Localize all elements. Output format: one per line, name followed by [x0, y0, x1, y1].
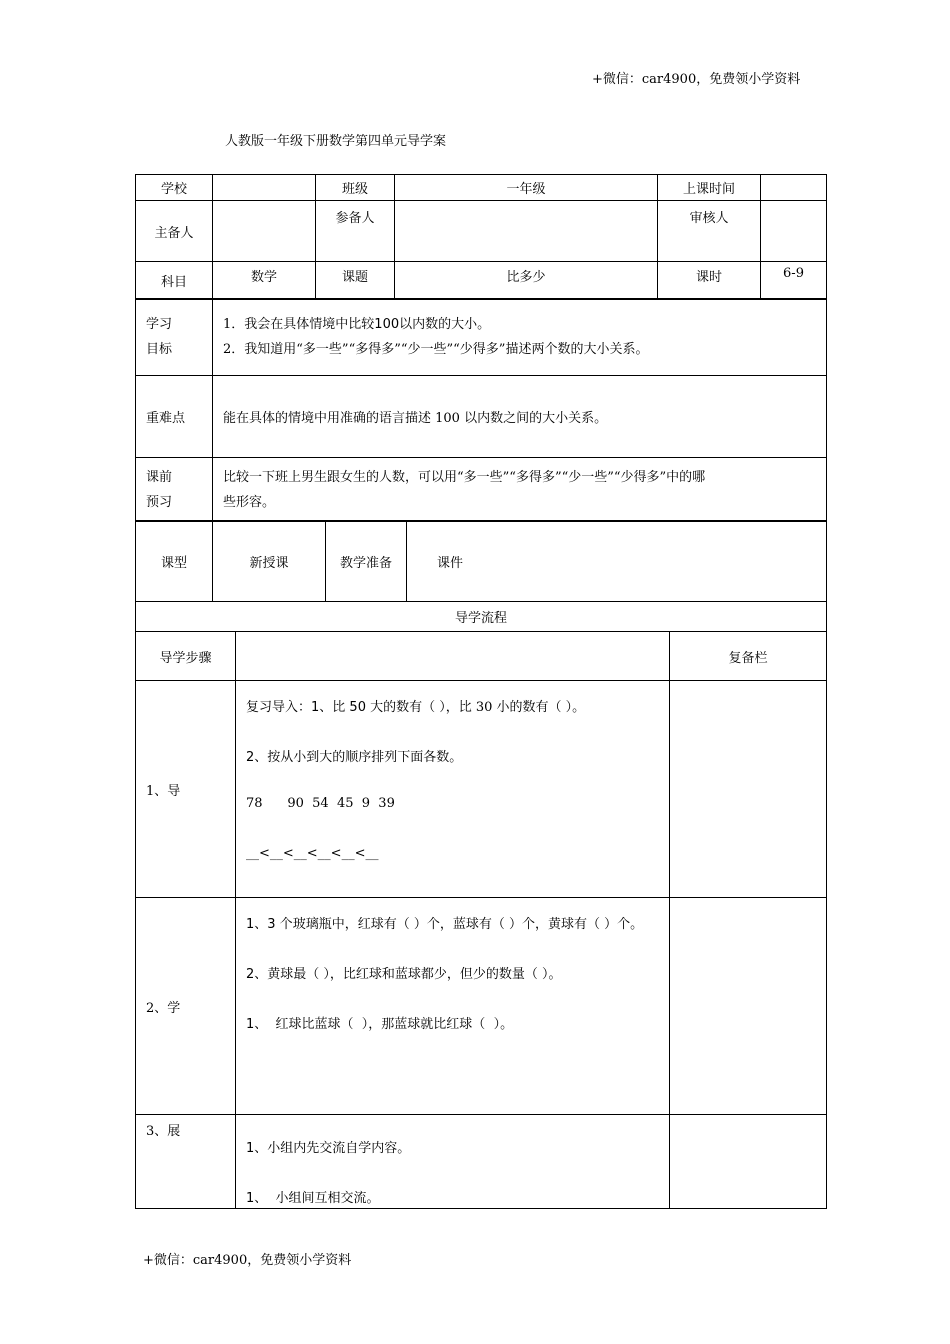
step-1-line-1-a: 复习导入： [246, 700, 312, 715]
class-label: 班级 [316, 175, 395, 201]
flow-title: 导学流程 [136, 602, 827, 632]
lead-preparer-value [213, 201, 316, 262]
step-2-line-3 [246, 1013, 669, 1032]
step-2-line-3-a: 1、 [246, 1017, 268, 1032]
school-value [213, 175, 316, 201]
teaching-prep-label: 教学准备 [326, 521, 407, 602]
step-3-notes [670, 1115, 827, 1209]
step-1-line-1 [246, 696, 669, 746]
step-3-line-1-b: 小组内先交流自学内容。 [267, 1141, 411, 1156]
difficulty-text: 能在具体的情境中用准确的语言描述 100 以内数之间的大小关系。 [213, 376, 827, 458]
subject-label: 科目 [136, 262, 213, 300]
step-2-label: 2、学 [136, 898, 236, 1115]
period-label: 课时 [658, 262, 761, 300]
step-1-line-2 [246, 746, 669, 796]
step-3-label: 3、展 [136, 1115, 236, 1209]
step-2-content [236, 898, 670, 1115]
step-1-line-1-c: 的数有（ ），比 30 小的数有（ ）。 [383, 700, 586, 715]
reviewer-label: 审核人 [658, 201, 761, 262]
step-2-line-3-b: 红球比蓝球（ ），那蓝球就比红球（ ）。 [267, 1017, 514, 1032]
class-time-value [761, 175, 827, 201]
step-1-content [236, 681, 670, 898]
learning-goals-label-line2: 目标 [146, 342, 173, 357]
step-2-notes [670, 898, 827, 1115]
header-note: +微信：car4900，免费领小学资料 [592, 72, 801, 87]
class-value: 一年级 [395, 175, 658, 201]
lesson-info-table [135, 174, 827, 300]
lesson-type-label: 课型 [136, 521, 213, 602]
step-2-line-2-a: 2、 [246, 967, 268, 982]
goal-item-1 [223, 312, 826, 337]
step-2-line-1-b: 玻璃瓶中，红球有（ ）个，蓝球有（ ）个，黄球有（ ）个。 [292, 917, 644, 932]
learning-goals-label-line1: 学习 [146, 317, 173, 332]
goal-item-1-text-a: 我会在具体情境中比较 [244, 317, 375, 332]
step-2-line-1-a: 1、3 个 [246, 917, 293, 932]
lesson-type-table [135, 520, 827, 602]
step-3-line-1-a: 1、 [246, 1141, 268, 1156]
goal-item-2-text: 我知道用“多一些”“多得多”“少一些”“少得多”描述两个数的大小关系。 [244, 342, 649, 357]
lead-preparer-label: 主备人 [136, 201, 213, 262]
class-time-label: 上课时间 [658, 175, 761, 201]
co-preparer-label: 参备人 [316, 201, 395, 262]
step-2-line-2-b: 黄球最（ ），比红球和蓝球都少，但少的数量（ ）。 [267, 967, 562, 982]
preview-label-line1: 课前 [146, 469, 173, 485]
lesson-goals-table [135, 298, 827, 522]
step-1-ordering-blanks: __<__<__<__<__<__ [246, 846, 379, 861]
step-1-line-2-b: 按从小到大的顺序排列下面各数。 [267, 750, 463, 765]
co-preparer-value [395, 201, 658, 262]
step-1-numbers: 78 90 54 45 9 39 [246, 796, 395, 811]
step-2-line-1 [246, 913, 669, 963]
learning-goals-label [136, 299, 213, 376]
step-2-line-2 [246, 963, 669, 1013]
document-title: 人教版一年级下册数学第四单元导学案 [225, 134, 447, 149]
preview-line-1: 比较一下班上男生跟女生的人数，可以用“多一些”“多得多”“少一些”“少得多”中的哪 [223, 469, 706, 485]
notes-column-header: 复备栏 [670, 632, 827, 681]
learning-goals-content [213, 299, 827, 376]
goal-item-2 [223, 337, 826, 362]
step-3-line-2-a: 1、 [246, 1191, 268, 1206]
goal-item-1-number-100: 100 [374, 317, 400, 332]
preview-line-2: 些形容。 [223, 494, 276, 510]
difficulty-label: 重难点 [136, 376, 213, 458]
step-3-line-2-b: 小组间互相交流。 [267, 1191, 380, 1206]
topic-value: 比多少 [395, 262, 658, 300]
step-column-header: 导学步骤 [136, 632, 236, 681]
step-3-content [236, 1115, 670, 1209]
topic-label: 课题 [316, 262, 395, 300]
goal-item-1-text-b: 以内数的大小。 [399, 317, 491, 332]
preview-label-line2: 预习 [146, 494, 173, 510]
step-1-line-1-b: 1、比 50 大 [311, 700, 384, 715]
goal-item-1-number: 1． [223, 317, 245, 332]
reviewer-value [761, 201, 827, 262]
footer-note: +微信：car4900，免费领小学资料 [143, 1253, 352, 1268]
teaching-prep-value: 课件 [407, 521, 827, 602]
preview-label [136, 458, 213, 522]
lesson-type-value: 新授课 [213, 521, 326, 602]
step-1-line-2-a: 2、 [246, 750, 268, 765]
subject-value: 数学 [213, 262, 316, 300]
goal-item-2-number: 2． [223, 342, 245, 357]
content-column-header [236, 632, 670, 681]
step-1-notes [670, 681, 827, 898]
step-3-line-1 [246, 1137, 669, 1187]
step-1-label: 1、导 [136, 681, 236, 898]
step-3-line-2 [246, 1187, 669, 1206]
preview-content [213, 458, 827, 522]
school-label: 学校 [136, 175, 213, 201]
learning-flow-table [135, 601, 827, 1209]
period-value: 6-9 [761, 262, 827, 300]
